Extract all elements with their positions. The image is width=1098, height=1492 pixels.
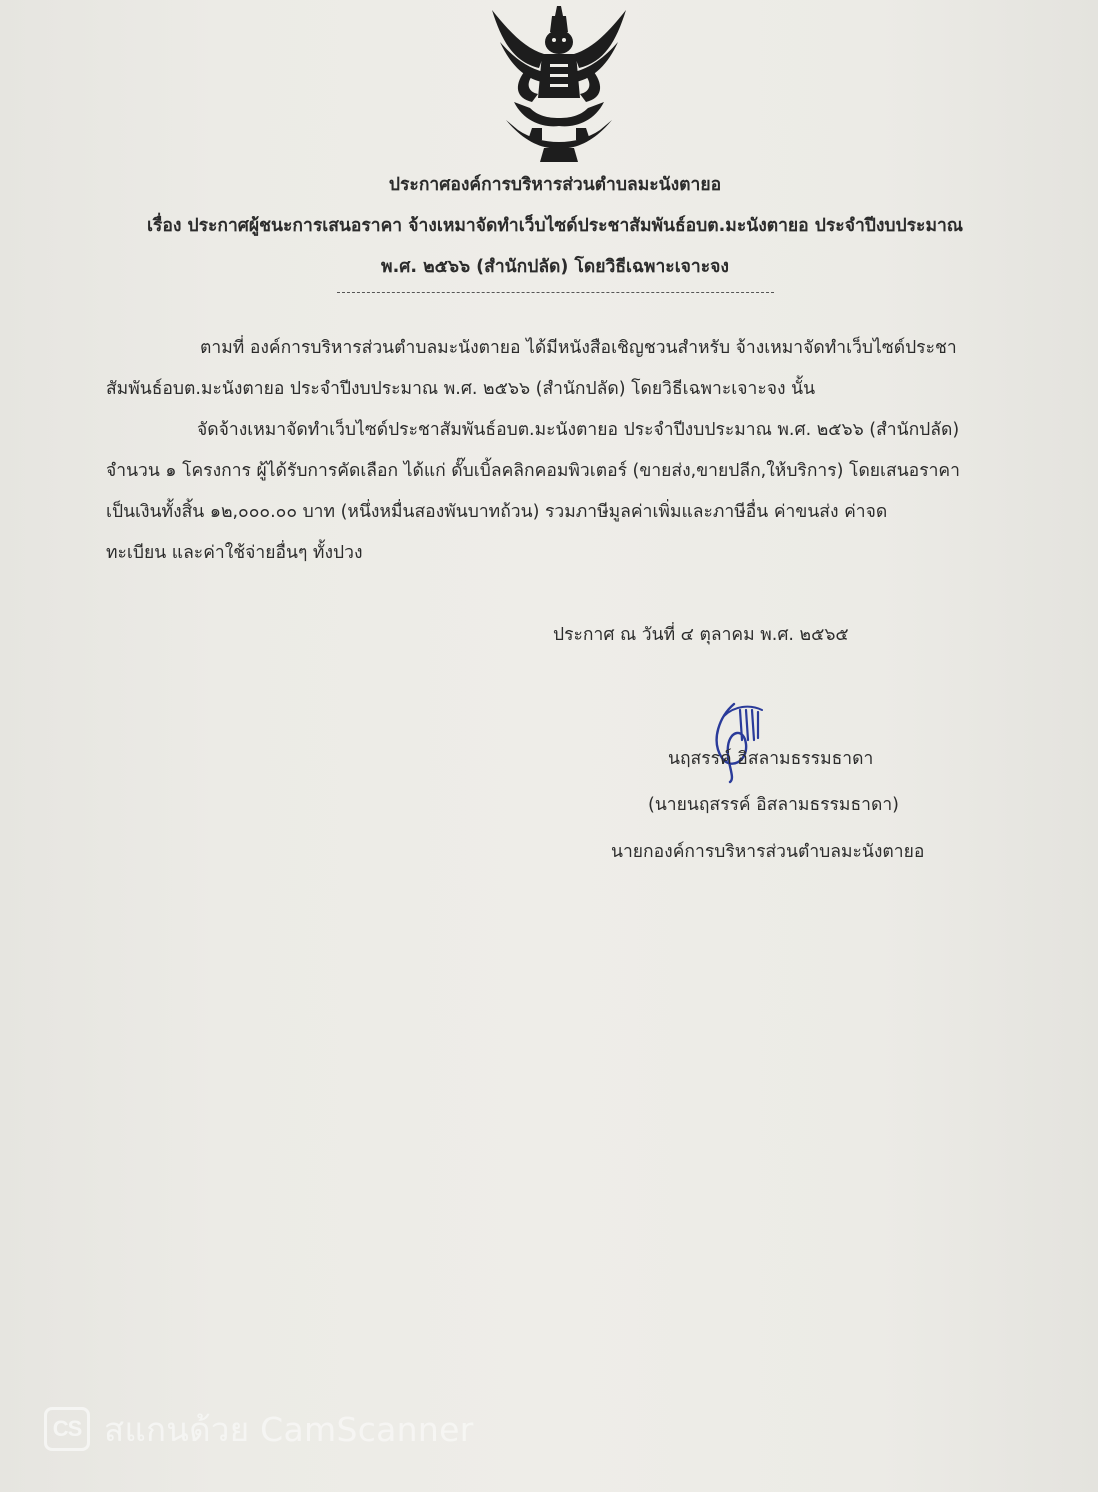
document-subject-line-1: เรื่อง ประกาศผู้ชนะการเสนอราคา จ้างเหมาจัดทำเว็บไซด์ประชาสัมพันธ์อบต.มะนังตายอ ประจำปีงบประมาณ xyxy=(146,216,964,236)
camscanner-icon: CS xyxy=(44,1407,90,1451)
body-line: สัมพันธ์อบต.มะนังตายอ ประจำปีงบประมาณ พ.ศ. ๒๕๖๖ (สำนักปลัด) โดยวิธีเฉพาะเจาะจง นั้น xyxy=(106,379,816,399)
signer-position: นายกองค์การบริหารส่วนตำบลมะนังตายอ xyxy=(611,842,925,862)
signer-name: นฤสรรค์ อิสลามธรรมธาดา xyxy=(668,749,874,769)
body-line: เป็นเงินทั้งสิ้น ๑๒,๐๐๐.๐๐ บาท (หนึ่งหมื่นสองพันบาทถ้วน) รวมภาษีมูลค่าเพิ่มและภาษีอื่น ค่าขนส่ง ค่าจด xyxy=(106,502,888,522)
signer-full-name: (นายนฤสรรค์ อิสลามธรรมธาดา) xyxy=(648,795,899,815)
announcement-date: ประกาศ ณ วันที่ ๔ ตุลาคม พ.ศ. ๒๕๖๕ xyxy=(553,625,849,645)
camscanner-watermark xyxy=(44,1404,474,1454)
body-line: จัดจ้างเหมาจัดทำเว็บไซด์ประชาสัมพันธ์อบต.มะนังตายอ ประจำปีงบประมาณ พ.ศ. ๒๕๖๖ (สำนักปลัด) xyxy=(197,420,960,440)
document-title: ประกาศองค์การบริหารส่วนตำบลมะนังตายอ xyxy=(388,175,722,195)
body-line: ทะเบียน และค่าใช้จ่ายอื่นๆ ทั้งปวง xyxy=(106,543,363,563)
body-line: ตามที่ องค์การบริหารส่วนตำบลมะนังตายอ ได้มีหนังสือเชิญชวนสำหรับ จ้างเหมาจัดทำเว็บไซด์ประชา xyxy=(200,338,957,358)
body-line: จำนวน ๑ โครงการ ผู้ได้รับการคัดเลือก ได้แก่ ดั๊บเบิ้ลคลิกคอมพิวเตอร์ (ขายส่ง,ขายปลีก,ให้บริการ) โดยเสนอราคา xyxy=(106,461,960,481)
watermark-text: สแกนด้วย CamScanner xyxy=(104,1409,474,1449)
garuda-emblem-icon xyxy=(484,2,634,164)
document-subject-line-2: พ.ศ. ๒๕๖๖ (สำนักปลัด) โดยวิธีเฉพาะเจาะจง xyxy=(381,257,729,277)
dashed-divider xyxy=(337,292,774,293)
